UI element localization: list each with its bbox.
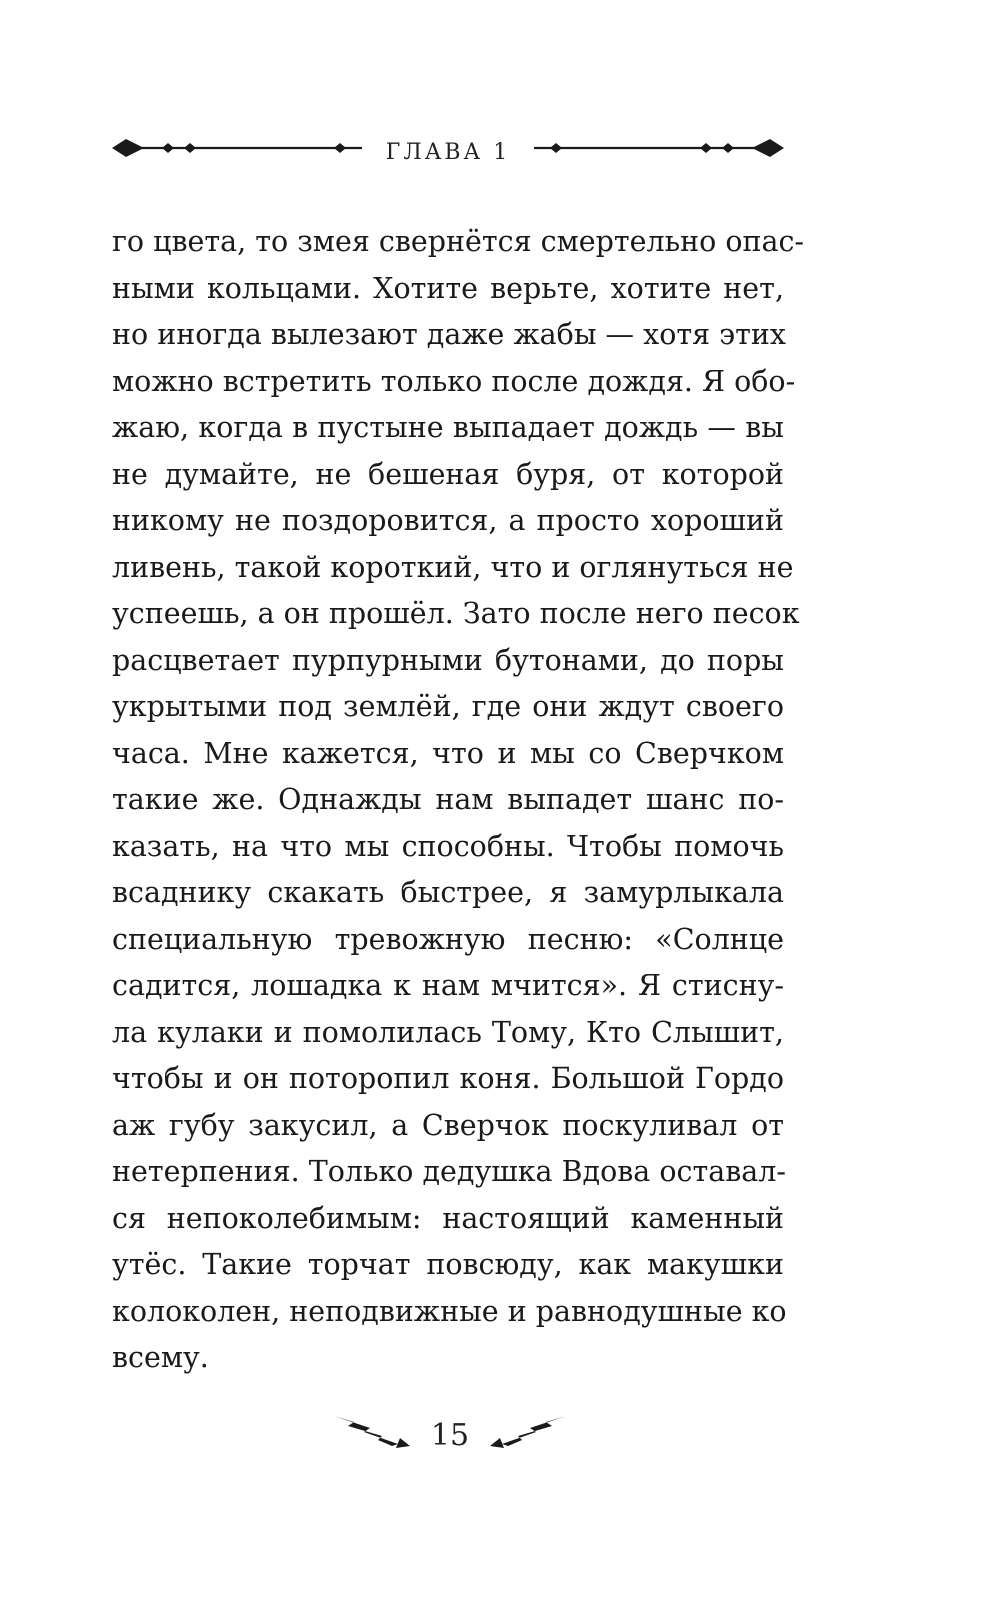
text-line: ливень, такой короткий, что и оглянуться не [112, 550, 794, 584]
text-line: ла кулаки и помолилась Тому, Кто Слышит, [112, 1015, 784, 1049]
text-line: такие же. Однажды нам выпадет шанс по- [112, 783, 784, 816]
text-line: расцветает пурпурными бутонами, до поры [112, 643, 784, 677]
page-footer [330, 1408, 570, 1468]
chapter-title: ГЛАВА 1 [385, 140, 511, 165]
text-line: специальную тревожную песню: «Солнце [112, 922, 784, 956]
text-line: всему. [112, 1341, 209, 1374]
ornament-right-icon [524, 128, 784, 168]
text-line: казать, на что мы способны. Чтобы помочь [112, 829, 784, 863]
text-line: успеешь, а он прошёл. Зато после него песок [112, 597, 800, 630]
chapter-header [112, 128, 784, 178]
text-line: го цвета, то змея свернётся смертельно опас- [112, 225, 805, 258]
text-line: всаднику скакать быстрее, я замурлыкала [112, 876, 784, 909]
text-line: не думайте, не бешеная буря, от которой [112, 457, 784, 491]
text-line: ся непоколебимым: настоящий каменный [112, 1201, 784, 1235]
lightning-right-icon [488, 1408, 570, 1468]
page-number: 15 [430, 1418, 470, 1453]
text-line: жаю, когда в пустыне выпадает дождь — вы [112, 411, 784, 444]
text-line: можно встретить только после дождя. Я обо- [112, 364, 796, 398]
text-line: часа. Мне кажется, что и мы со Сверчком [112, 736, 784, 770]
text-line: утёс. Такие торчат повсюду, как макушки [112, 1248, 784, 1281]
text-line: но иногда вылезают даже жабы — хотя этих [112, 318, 786, 351]
text-line: аж губу закусил, а Сверчок поскуливал от [112, 1108, 784, 1142]
text-line: ными кольцами. Хотите верьте, хотите нет, [112, 271, 784, 305]
text-line: садится, лошадка к нам мчится». Я стисну- [112, 969, 784, 1002]
text-line: никому не поздоровится, а просто хороший [112, 504, 784, 537]
text-line: чтобы и он поторопил коня. Большой Гордо [112, 1062, 784, 1095]
text-line: нетерпения. Только дедушка Вдова оставал- [112, 1155, 786, 1188]
body-text [112, 219, 805, 1382]
text-line: колоколен, неподвижные и равнодушные ко [112, 1294, 787, 1328]
text-line: укрытыми под землёй, где они ждут своего [112, 690, 784, 723]
